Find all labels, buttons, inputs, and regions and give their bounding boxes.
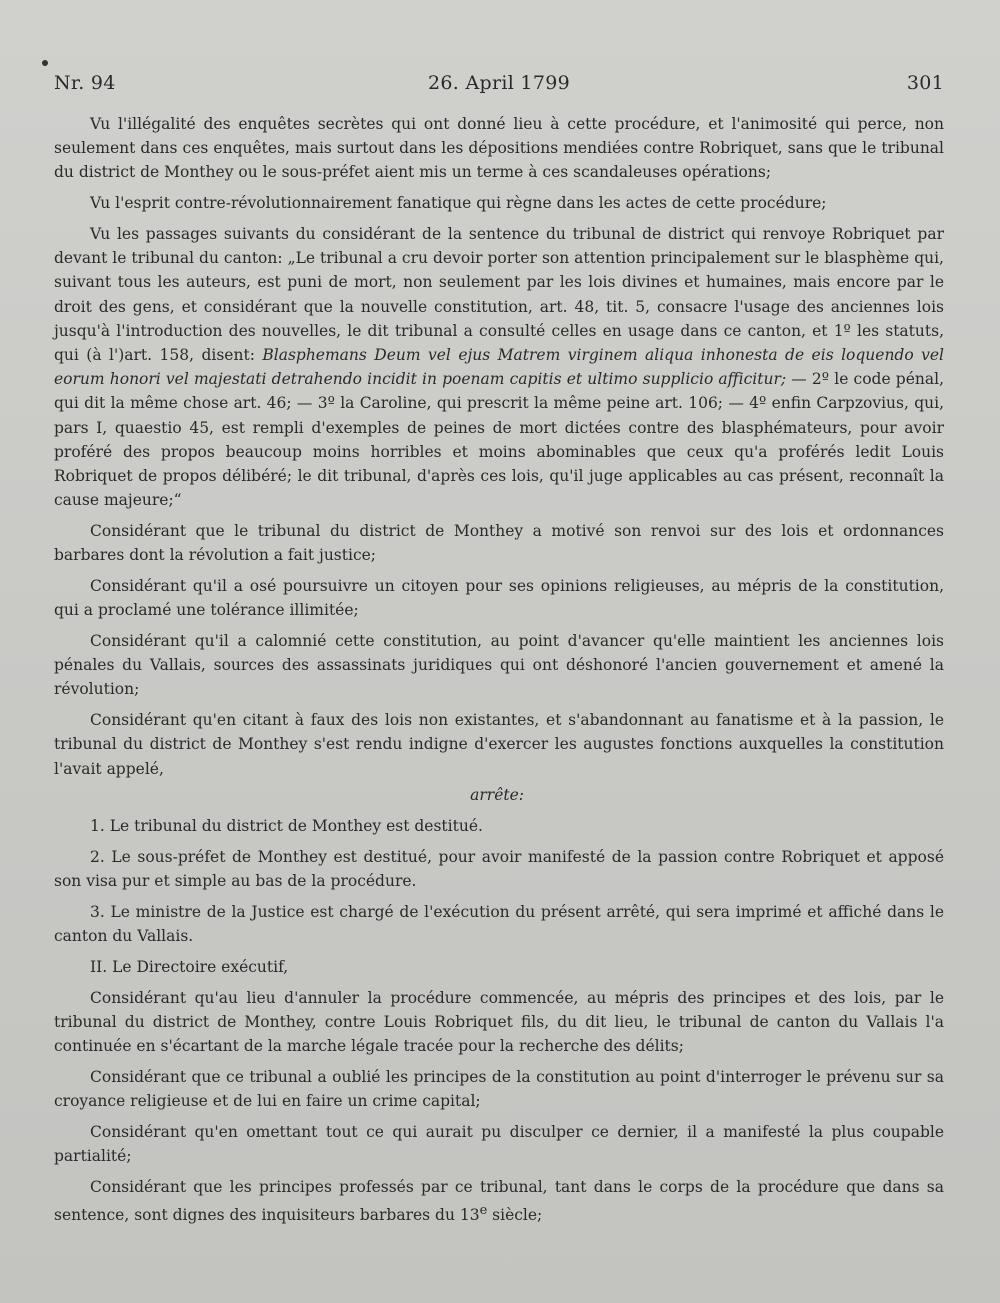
ink-dot xyxy=(42,60,48,66)
quote-text: Vu les passages suivants du considérant de la sentence du tribunal de district qui renvoye Robriquet par devant le tribunal du canton: „Le tribunal a cru devoir porter son attention principalement sur le blasphème qui, suivant tous les auteurs, est puni de mort, non seulement par les lois divines et humaines, mais encore par le droit des gens, et considérant que la nouvelle constitution, art. 48, tit. 5, consacre l'usage des anciennes lois jusqu'à l'introduction des nouvelles, le dit tribunal a consulté celles en usage dans ce canton, et 1º les statuts, qui (à l')art. 158, disent: xyxy=(54,225,944,365)
document-date: 26. April 1799 xyxy=(428,72,570,94)
article: 2. Le sous-préfet de Monthey est destitué, pour avoir manifesté de la passion contre Robriquet et apposé son visa pur et simple au bas de la procédure. xyxy=(54,848,944,891)
latin-quote: Blasphemans Deum vel ejus Matrem virginem aliqua inhonesta de eis loquendo vel eorum honori vel majestati detrahendo incidit in poenam capitis et ultimo supplicio afficitur; xyxy=(54,346,945,389)
considerant: Considérant que ce tribunal a oublié les principes de la constitution au point d'interroger le prévenu sur sa croyance religieuse et de lui en faire un crime capital; xyxy=(54,1068,944,1111)
page-number: 301 xyxy=(906,72,944,94)
page-header xyxy=(54,72,944,94)
article: 1. Le tribunal du district de Monthey est destitué. xyxy=(90,817,483,836)
considerant: Considérant qu'en citant à faux des lois non existantes, et s'abandonnant au fanatisme et à la passion, le tribunal du district de Monthey s'est rendu indigne d'exercer les augustes fonctions auxquelles la constitution l'avait appelé, xyxy=(54,711,944,778)
considerant: Considérant qu'au lieu d'annuler la procédure commencée, au mépris des principes et des lois, par le tribunal du district de Monthey, contre Louis Robriquet fils, du dit lieu, le tribunal de canton du Vallais l'a continuée en s'écartant de la marche légale tracée pour la recherche des délits; xyxy=(54,988,944,1056)
article: 3. Le ministre de la Justice est chargé de l'exécution du présent arrêté, qui sera imprimé et affiché dans le canton du Vallais. xyxy=(54,903,944,946)
paragraph: Vu l'esprit contre-révolutionnairement fanatique qui règne dans les actes de cette procédure; xyxy=(90,194,827,213)
considerant: Considérant qu'en omettant tout ce qui aurait pu disculper ce dernier, il a manifesté la plus coupable partialité; xyxy=(54,1123,944,1166)
document-number: Nr. 94 xyxy=(54,72,116,94)
quote-text: — 2º le code pénal, qui dit la même chose art. 46; — 3º la Caroline, qui prescrit la même peine art. 106; — 4º enfin Carpzovius, qui, pars I, quaestio 45, est rempli d'exemples de peines de mort dictées contre des blasphémateurs, pour avoir proféré des propos beaucoup moins horribles et moins abominables que ceux qu'a proférés ledit Louis Robriquet de propos délibéré; le dit tribunal, d'après ces lois, qu'il juge applicables au cas présent, reconnaît la cause majeure;“ xyxy=(54,370,945,510)
arrete-heading: arrête: xyxy=(470,786,524,805)
quote-paragraph xyxy=(54,222,944,512)
considerant: Considérant qu'il a calomnié cette constitution, au point d'avancer qu'elle maintient les anciennes lois pénales du Vallais, sources des assassinats juridiques qui ont déshonoré l'ancien gouvernement et amené la révolution; xyxy=(54,632,944,699)
considerant: Considérant qu'il a osé poursuivre un citoyen pour ses opinions religieuses, au mépris de la constitution, qui a proclamé une tolérance illimitée; xyxy=(54,577,944,620)
paragraph: Vu l'illégalité des enquêtes secrètes qui ont donné lieu à cette procédure, et l'animosité qui perce, non seulement dans ces enquêtes, mais surtout dans les dépositions mendiées contre Robriquet, sans que le tribunal du district de Monthey ou le sous-préfet aient mis un terme à ces scandaleuses opérations; xyxy=(54,115,944,182)
superscript: e xyxy=(479,1203,488,1219)
considerant-text: Considérant que les principes professés par ce tribunal, tant dans le corps de la procédure que dans sa sentence, sont dignes des inquisiteurs barbares du 13 xyxy=(54,1178,944,1225)
considerant: Considérant que le tribunal du district de Monthey a motivé son renvoi sur des lois et ordonnances barbares dont la révolution a fait justice; xyxy=(54,522,944,565)
considerant xyxy=(54,1175,944,1228)
considerant-text: siècle; xyxy=(487,1206,543,1225)
section-heading: II. Le Directoire exécutif, xyxy=(90,958,289,977)
document-body xyxy=(54,112,944,1228)
